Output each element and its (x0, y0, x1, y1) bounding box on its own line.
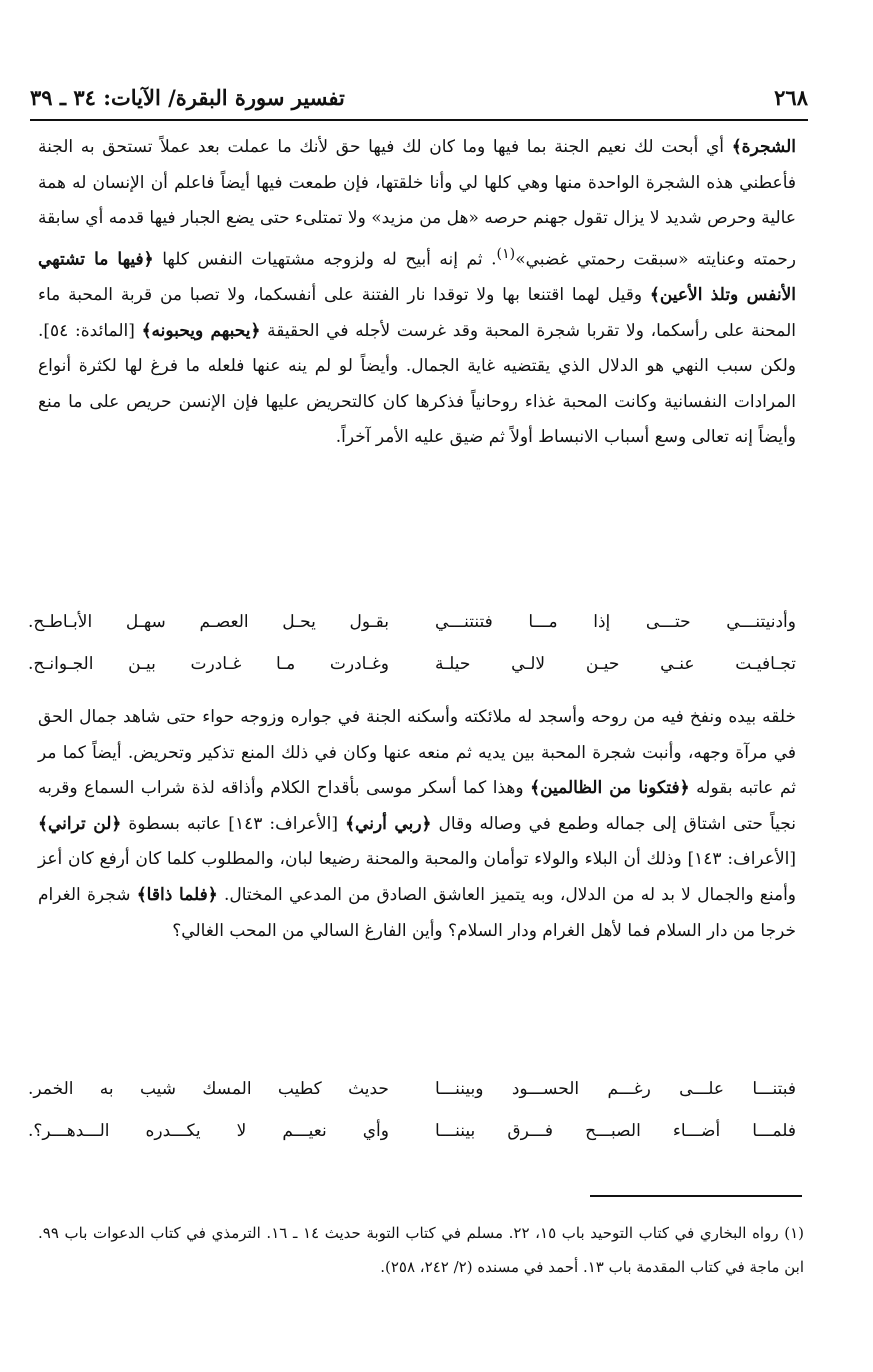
quran-quote: ﴿فتكونا من الظالمين﴾ (530, 778, 690, 799)
paragraph-text: . ثم إنه أبيح له ولزوجه مشتهيات النفس كلها (153, 249, 497, 270)
footnote-rule (590, 1195, 802, 1197)
paragraph-text: [المائدة: ٥٤]. ولكن سبب النهي هو الدلال الذي يقتضيه غاية الجمال. وأيضاً لو لم ينه عنها فلعله ما فرغ لها لكثرة أنواع المرادات النفسانية وكانت المحبة غذاء روحانياً فذكرها كان كالتحريض عليها فإن الإنسن حريص على ما منع وأيضاً إنه تعالى وسع أسباب الانبساط أولاً ثم ضيق عليه الأمر آخراً. (38, 320, 797, 448)
second-paragraph (38, 700, 796, 949)
verse-second-hemistich: بقـول يحـل العصـم سهـل الأبـاطـح. (28, 612, 389, 632)
verse-second-hemistich: حديث كطيب المسك شيب به الخمر. (28, 1079, 389, 1099)
quran-quote: ﴿لن تراني﴾ (38, 813, 122, 834)
quran-quote: ﴿فلما ذاقا﴾ (136, 884, 218, 905)
verse-line (28, 601, 796, 643)
paragraph-text: [الأعراف: ١٤٣] وذلك أن البلاء والولاء توأمان والمحبة والمحنة رضيعا لبان، والمطلوب كلما كان أرفع كان أعز وأمنع والجمال لا بد له من الدلال، وبه يتميز العاشق الصادق من المدعي المختال. (38, 849, 796, 905)
quran-quote: ﴿ربي أرني﴾ (345, 813, 432, 834)
footnote-ref[interactable]: (١) (496, 245, 516, 262)
header-rule (30, 119, 808, 121)
verse-line (28, 1068, 796, 1110)
paragraph-text: وقيل لهما اقتنعا بها ولا توقدا نار الفتنة على أنفسكما، ولا تصبا من قربة المحبة ماء المحنة على رأسكما، ولا تقربا شجرة المحبة وقد غرست لأجله في الحقيقة (38, 285, 797, 341)
verse-first-hemistich: فبتنـــا علـــى رغـــم الحســـود وبيننـــا (435, 1079, 796, 1099)
quran-quote: ﴿فيها ما تشتهي الأنفس وتلذ الأعين﴾ (38, 249, 796, 306)
paragraph-text: [الأعراف: ١٤٣] عاتبه بسطوة (121, 813, 346, 834)
verse-first-hemistich: تجـافيـت عنـي حيـن لالـي حيلـة (435, 654, 796, 674)
paragraph-text: شجرة الغرام خرجا من دار السلام فما لأهل الغرام ودار السلام؟ وأين الفارغ السالي من المحب الغالي؟ (38, 884, 796, 941)
footnote (38, 1216, 804, 1284)
poem-block-2 (28, 1068, 796, 1152)
paragraph-text: وهذا كما أسكر موسى بأقداح الكلام وأذاقه لذة شراب السماع وقربه نجياً حتى اشتاق إلى جماله وطمع في وصاله وقال (38, 778, 796, 834)
quran-quote: الشجرة﴾ (731, 137, 796, 157)
running-title: تفسير سورة البقرة/ الآيات: ٣٤ ـ ٣٩ (30, 85, 345, 110)
paragraph-1 (38, 130, 796, 456)
verse-line (28, 1110, 796, 1152)
main-paragraph (38, 130, 796, 456)
verse-second-hemistich: وغـادرت مـا غـادرت بيـن الجـوانـح. (28, 654, 389, 674)
verse-line (28, 643, 796, 685)
poem-block-1 (28, 601, 796, 685)
paragraph-text: أي أبحت لك نعيم الجنة بما فيها وما كان لك فيها حق لأنك ما عملت بعد عملاً تستحق به الجنة فأعطني هذه الشجرة الواحدة منها وهي كلها لي وأنا خلقتها، فإن طمعت فيها أيضاً فاعلم أن الإنسان له همة عالية وحرص شديد لا يزال تقول جهنم حرصه «هل من مزيد» ولا تمتلىء حتى يضع الجبار فيها قدمه أي سابقة رحمته وعنايته «سبقت رحمتي غضبي» (38, 137, 797, 270)
footnote-text: (١) رواه البخاري في كتاب التوحيد باب ١٥، ٢٢. مسلم في كتاب التوبة حديث ١٤ ـ ١٦. الترمذي في كتاب الدعوات باب ٩٩. ابن ماجة في كتاب المقدمة باب ١٣. أحمد في مسنده (٢/ ٢٤٢، ٢٥٨). (38, 1224, 805, 1276)
verse-first-hemistich: فلمـــا أضـــاء الصبـــح فـــرق بيننـــا (435, 1121, 796, 1141)
verse-second-hemistich: وأي نعيـــم لا يكـــدره الـــدهـــر؟. (28, 1121, 389, 1141)
verse-first-hemistich: وأدنيتنـــي حتـــى إذا مـــا فتنتنـــي (435, 612, 796, 632)
quran-quote: ﴿يحبهم ويحبونه﴾ (141, 320, 261, 341)
page-header (30, 80, 808, 110)
paragraph-text: خلقه بيده ونفخ فيه من روحه وأسجد له ملائكته وأسكنه الجنة في جواره وزوجه حواء حتى شاهد جمال الحق في مرآة وجهه، وأنبت شجرة المحبة بين يديه ثم منعه عنها وكان في ذلك المنع تذكير وتحريض. أيضاً كما مر ثم عاتبه بقوله (38, 707, 797, 799)
paragraph-2 (38, 700, 796, 949)
page-number: ٢٦٨ (774, 85, 808, 110)
